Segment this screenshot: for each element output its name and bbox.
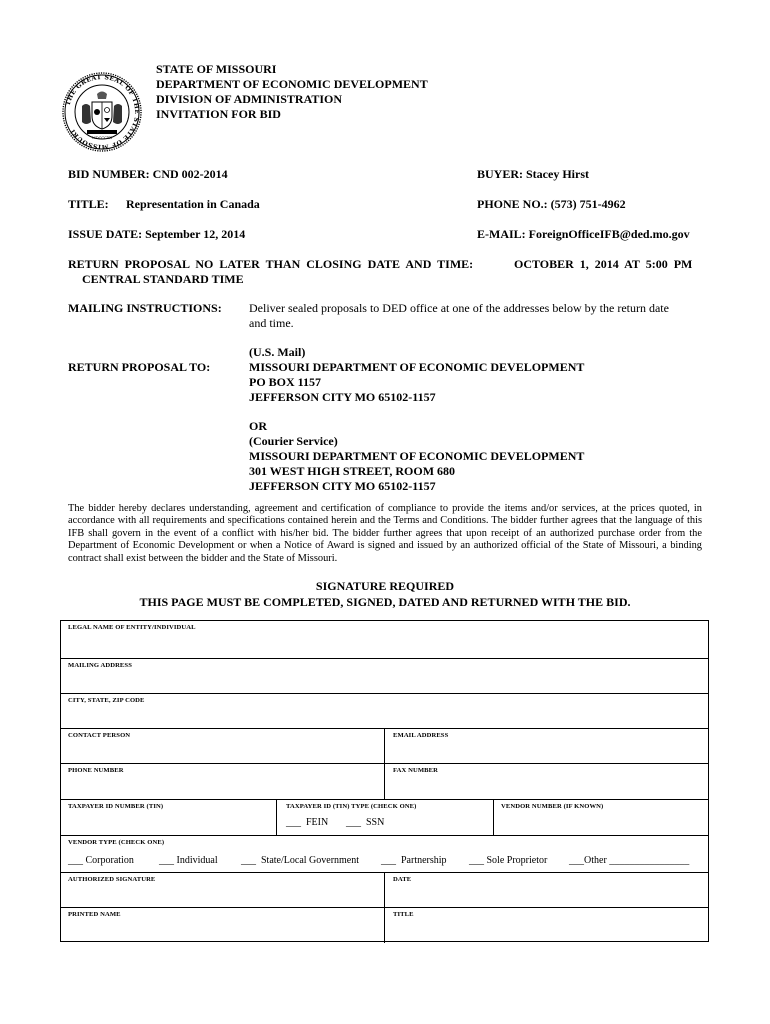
header-state: STATE OF MISSOURI [156,62,277,76]
mailing-instructions-label: MAILING INSTRUCTIONS: [68,301,222,315]
us-mail-city: JEFFERSON CITY MO 65102-1157 [249,390,436,404]
issue-date: ISSUE DATE: September 12, 2014 [68,227,246,241]
date-field[interactable] [386,885,706,906]
fein-checkbox[interactable]: ___ FEIN [286,817,329,828]
vendor-type-other[interactable]: ___Other ________________ [569,855,690,866]
phone-number-field[interactable] [62,776,382,798]
city-state-zip-label: CITY, STATE, ZIP CODE [68,697,145,704]
us-mail-org: MISSOURI DEPARTMENT OF ECONOMIC DEVELOPMENT [249,360,585,374]
tin-field[interactable] [62,812,274,834]
us-mail-heading: (U.S. Mail) [249,345,306,359]
courier-heading: (Courier Service) [249,434,338,448]
courier-address [249,419,584,494]
header-division: DIVISION OF ADMINISTRATION [156,92,343,106]
contact-person-label: CONTACT PERSON [68,732,131,739]
vendor-number-label: VENDOR NUMBER (IF KNOWN) [501,803,604,810]
printed-name-field[interactable] [62,920,382,940]
return-proposal-label: RETURN PROPOSAL TO: [68,360,211,374]
vendor-type-corporation[interactable]: ___ Corporation [68,855,134,866]
seal-text: THE GREAT SEAL OF THE STATE OF MISSOURI [64,73,141,151]
vendor-type-government[interactable]: ___ State/Local Government [241,855,360,866]
phone-number: PHONE NO.: (573) 751-4962 [477,197,626,211]
missouri-state-seal [62,72,142,152]
us-mail-pobox: PO BOX 1157 [249,375,322,389]
courier-city: JEFFERSON CITY MO 65102-1157 [249,479,436,493]
tin-label: TAXPAYER ID NUMBER (TIN) [68,803,164,810]
vendor-type-sole-proprietor[interactable]: ___ Sole Proprietor [469,855,548,866]
title-label: TITLE: [68,197,109,211]
mailing-address-label: MAILING ADDRESS [68,662,132,669]
header-department: DEPARTMENT OF ECONOMIC DEVELOPMENT [156,77,428,91]
courier-street: 301 WEST HIGH STREET, ROOM 680 [249,464,456,478]
signature-instruction: THIS PAGE MUST BE COMPLETED, SIGNED, DATED AND RETURNED WITH THE BID. [139,595,631,609]
authorized-signature-label: AUTHORIZED SIGNATURE [68,876,156,883]
vendor-type-label: VENDOR TYPE (CHECK ONE) [68,839,165,846]
title-field[interactable] [386,920,706,940]
email-address-label: EMAIL ADDRESS [393,732,449,739]
vendor-type-partnership[interactable]: ___ Partnership [381,855,447,866]
title-field-label: TITLE [393,911,414,918]
svg-text:MDCCCXX: MDCCCXX [92,136,112,140]
printed-name-label: PRINTED NAME [68,911,121,918]
return-deadline-timezone: CENTRAL STANDARD TIME [82,272,244,286]
email-address-field[interactable] [386,741,706,762]
return-deadline-label: RETURN PROPOSAL NO LATER THAN CLOSING DATE AND TIME: [68,257,474,271]
vendor-type-individual[interactable]: ___ Individual [159,855,218,866]
vendor-number-field[interactable] [495,812,706,834]
mailing-instructions-text-2: and time. [249,316,294,330]
vendor-information-form [60,620,709,942]
courier-org: MISSOURI DEPARTMENT OF ECONOMIC DEVELOPMENT [249,449,585,463]
header-invitation: INVITATION FOR BID [156,107,281,121]
ssn-checkbox[interactable]: ___ SSN [346,817,385,828]
bid-number: BID NUMBER: CND 002-2014 [68,167,228,181]
or-text: OR [249,419,267,433]
city-state-zip-field[interactable] [62,706,707,727]
date-label: DATE [393,876,412,883]
phone-number-label: PHONE NUMBER [68,767,124,774]
legal-name-field[interactable] [62,633,707,657]
document-header [156,62,428,122]
tin-type-label: TAXPAYER ID (TIN) TYPE (CHECK ONE) [286,803,417,810]
bidder-declaration: The bidder hereby declares understanding, agreement and certification of compliance to provide the items and/or services, at the prices quoted, in accordance with all requirements and specifications contained herein and the Terms and Conditions. The bidder further agrees that the language of this IFB shall govern in the event of a conflict with his/her bid. The bidder further agrees that upon receipt of an authorized purchase order from the Department of Economic Development or when a Notice of Award is signed and issued by an authorized official of the State of Missouri, a binding contract shall exist between the bidder and the State of Missouri. [68,503,702,564]
us-mail-address [249,345,584,405]
contact-person-field[interactable] [62,741,382,762]
return-deadline-datetime: OCTOBER 1, 2014 AT 5:00 PM [514,257,693,271]
mailing-address-field[interactable] [62,671,707,692]
legal-name-label: LEGAL NAME OF ENTITY/INDIVIDUAL [68,624,196,631]
fax-number-label: FAX NUMBER [393,767,439,774]
authorized-signature-field[interactable] [62,885,382,906]
mailing-instructions-text: Deliver sealed proposals to DED office at one of the addresses below by the return date [249,301,669,315]
buyer: BUYER: Stacey Hirst [477,167,589,181]
email-address: E-MAIL: ForeignOfficeIFB@ded.mo.gov [477,227,690,241]
title-value: Representation in Canada [126,197,260,211]
fax-number-field[interactable] [386,776,706,798]
signature-required-heading: SIGNATURE REQUIRED [315,579,455,593]
